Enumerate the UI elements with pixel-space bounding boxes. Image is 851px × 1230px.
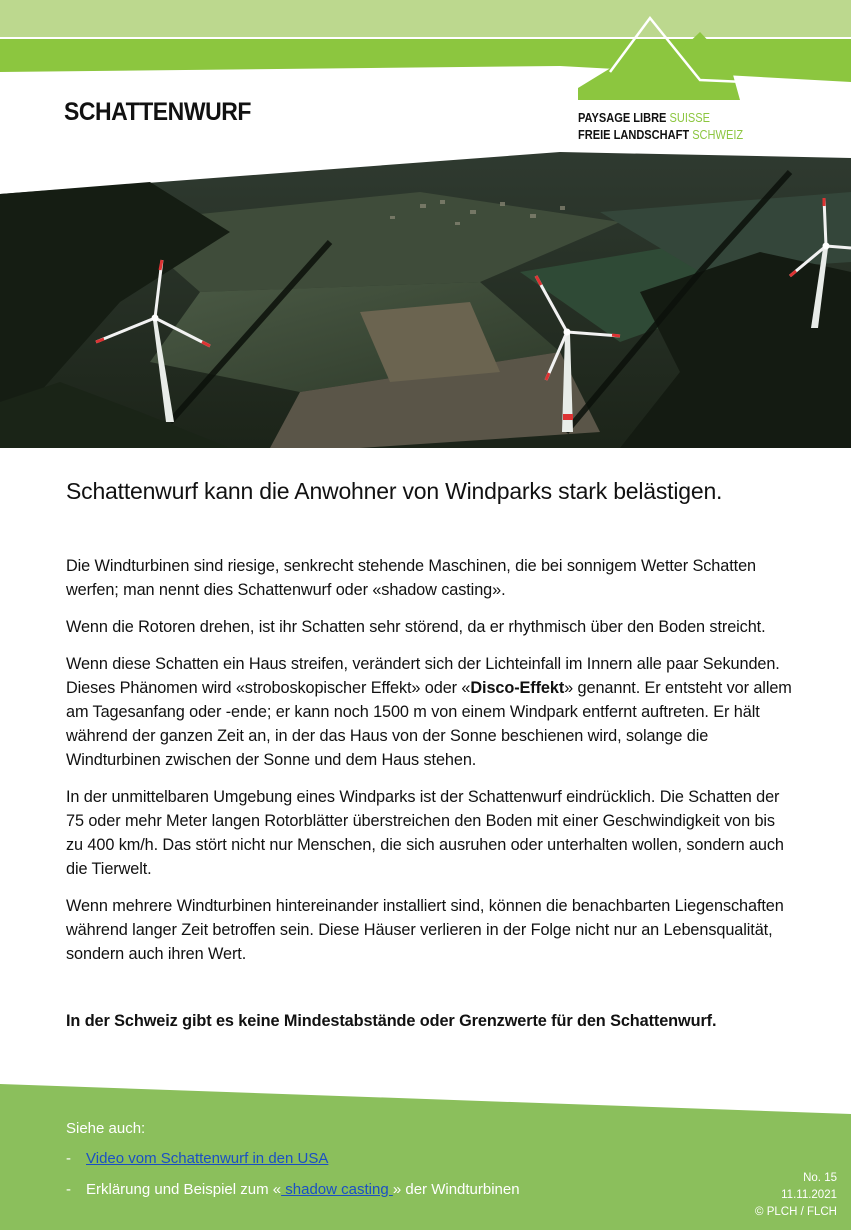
- bullet-dash: -: [66, 1150, 71, 1167]
- see-also-list: [66, 1150, 520, 1212]
- paragraph-3-part-a: Wenn diese Schatten ein Haus streifen, verändert sich der Lichteinfall im Innern alle paar Sekunden. Dieses Phänomen wird «stroboskopischer Effekt» oder «: [66, 655, 780, 697]
- document-meta: [755, 1170, 837, 1221]
- link2-suffix: » der Windturbinen: [392, 1181, 520, 1198]
- link2-prefix: Erklärung und Beispiel zum «: [86, 1181, 282, 1198]
- video-link[interactable]: Video vom Schattenwurf in den USA: [86, 1150, 329, 1167]
- paragraph-3: [66, 652, 796, 772]
- bullet-dash: -: [66, 1181, 71, 1198]
- list-item: [66, 1150, 520, 1169]
- conclusion: In der Schweiz gibt es keine Mindestabstände oder Grenzwerte für den Schattenwurf.: [66, 1012, 717, 1030]
- logo-line1-light: SUISSE: [669, 110, 711, 125]
- paragraph-2: Wenn die Rotoren drehen, ist ihr Schatten sehr störend, da er rhythmisch über den Boden streicht.: [66, 618, 766, 636]
- paragraph-5: Wenn mehrere Windturbinen hintereinander installiert sind, können die benachbarten Liegenschaften während langer Zeit betroffen sein. Diese Häuser verlieren in der Folge nicht nur an Lebensqualität, sondern auch ihren Wert.: [66, 897, 784, 963]
- see-also-label: Siehe auch:: [66, 1120, 146, 1137]
- hero-image: [0, 152, 851, 448]
- list-item: [66, 1181, 520, 1200]
- logo-line2-light: SCHWEIZ: [692, 127, 744, 142]
- body-text: [66, 554, 796, 979]
- disco-effekt-term: Disco-Effekt: [470, 679, 565, 697]
- logo-line1-bold: PAYSAGE LIBRE: [578, 110, 667, 125]
- shadow-casting-link[interactable]: shadow casting: [281, 1181, 393, 1198]
- copyright: © PLCH / FLCH: [755, 1206, 837, 1218]
- logo-line2-bold: FREIE LANDSCHAFT: [578, 127, 690, 142]
- paragraph-4: In der unmittelbaren Umgebung eines Windparks ist der Schattenwurf eindrücklich. Die Schatten der 75 oder mehr Meter langen Rotorblätter überstreichen den Boden mit einer Geschwindigkeit von bis zu 400 km/h. Das stört nicht nur Menschen, die sich ausruhen oder unterhalten wollen, sondern auch die Tierwelt.: [66, 788, 784, 878]
- document-date: 11.11.2021: [781, 1189, 837, 1201]
- page-title: SCHATTENWURF: [64, 98, 251, 126]
- paragraph-1: Die Windturbinen sind riesige, senkrecht stehende Maschinen, die bei sonnigem Wetter Schatten werfen; man nennt dies Schattenwurf oder «shadow casting».: [66, 557, 756, 599]
- wind-farm-landscape-image: [0, 152, 851, 448]
- paragraph-3-part-c: » genannt. Er entsteht vor allem am Tagesanfang oder -ende; er kann noch 1500 m von einem Windpark entfernt auftreten. Er hält während der ganzen Zeit an, in der das Haus von der Sonne beschienen wird, solange die Windturbinen zwischen der Sonne und dem Haus stehen.: [66, 679, 792, 769]
- document-number: No. 15: [803, 1172, 837, 1184]
- logo-text: [578, 109, 743, 143]
- headline: Schattenwurf kann die Anwohner von Windparks stark belästigen.: [66, 478, 723, 504]
